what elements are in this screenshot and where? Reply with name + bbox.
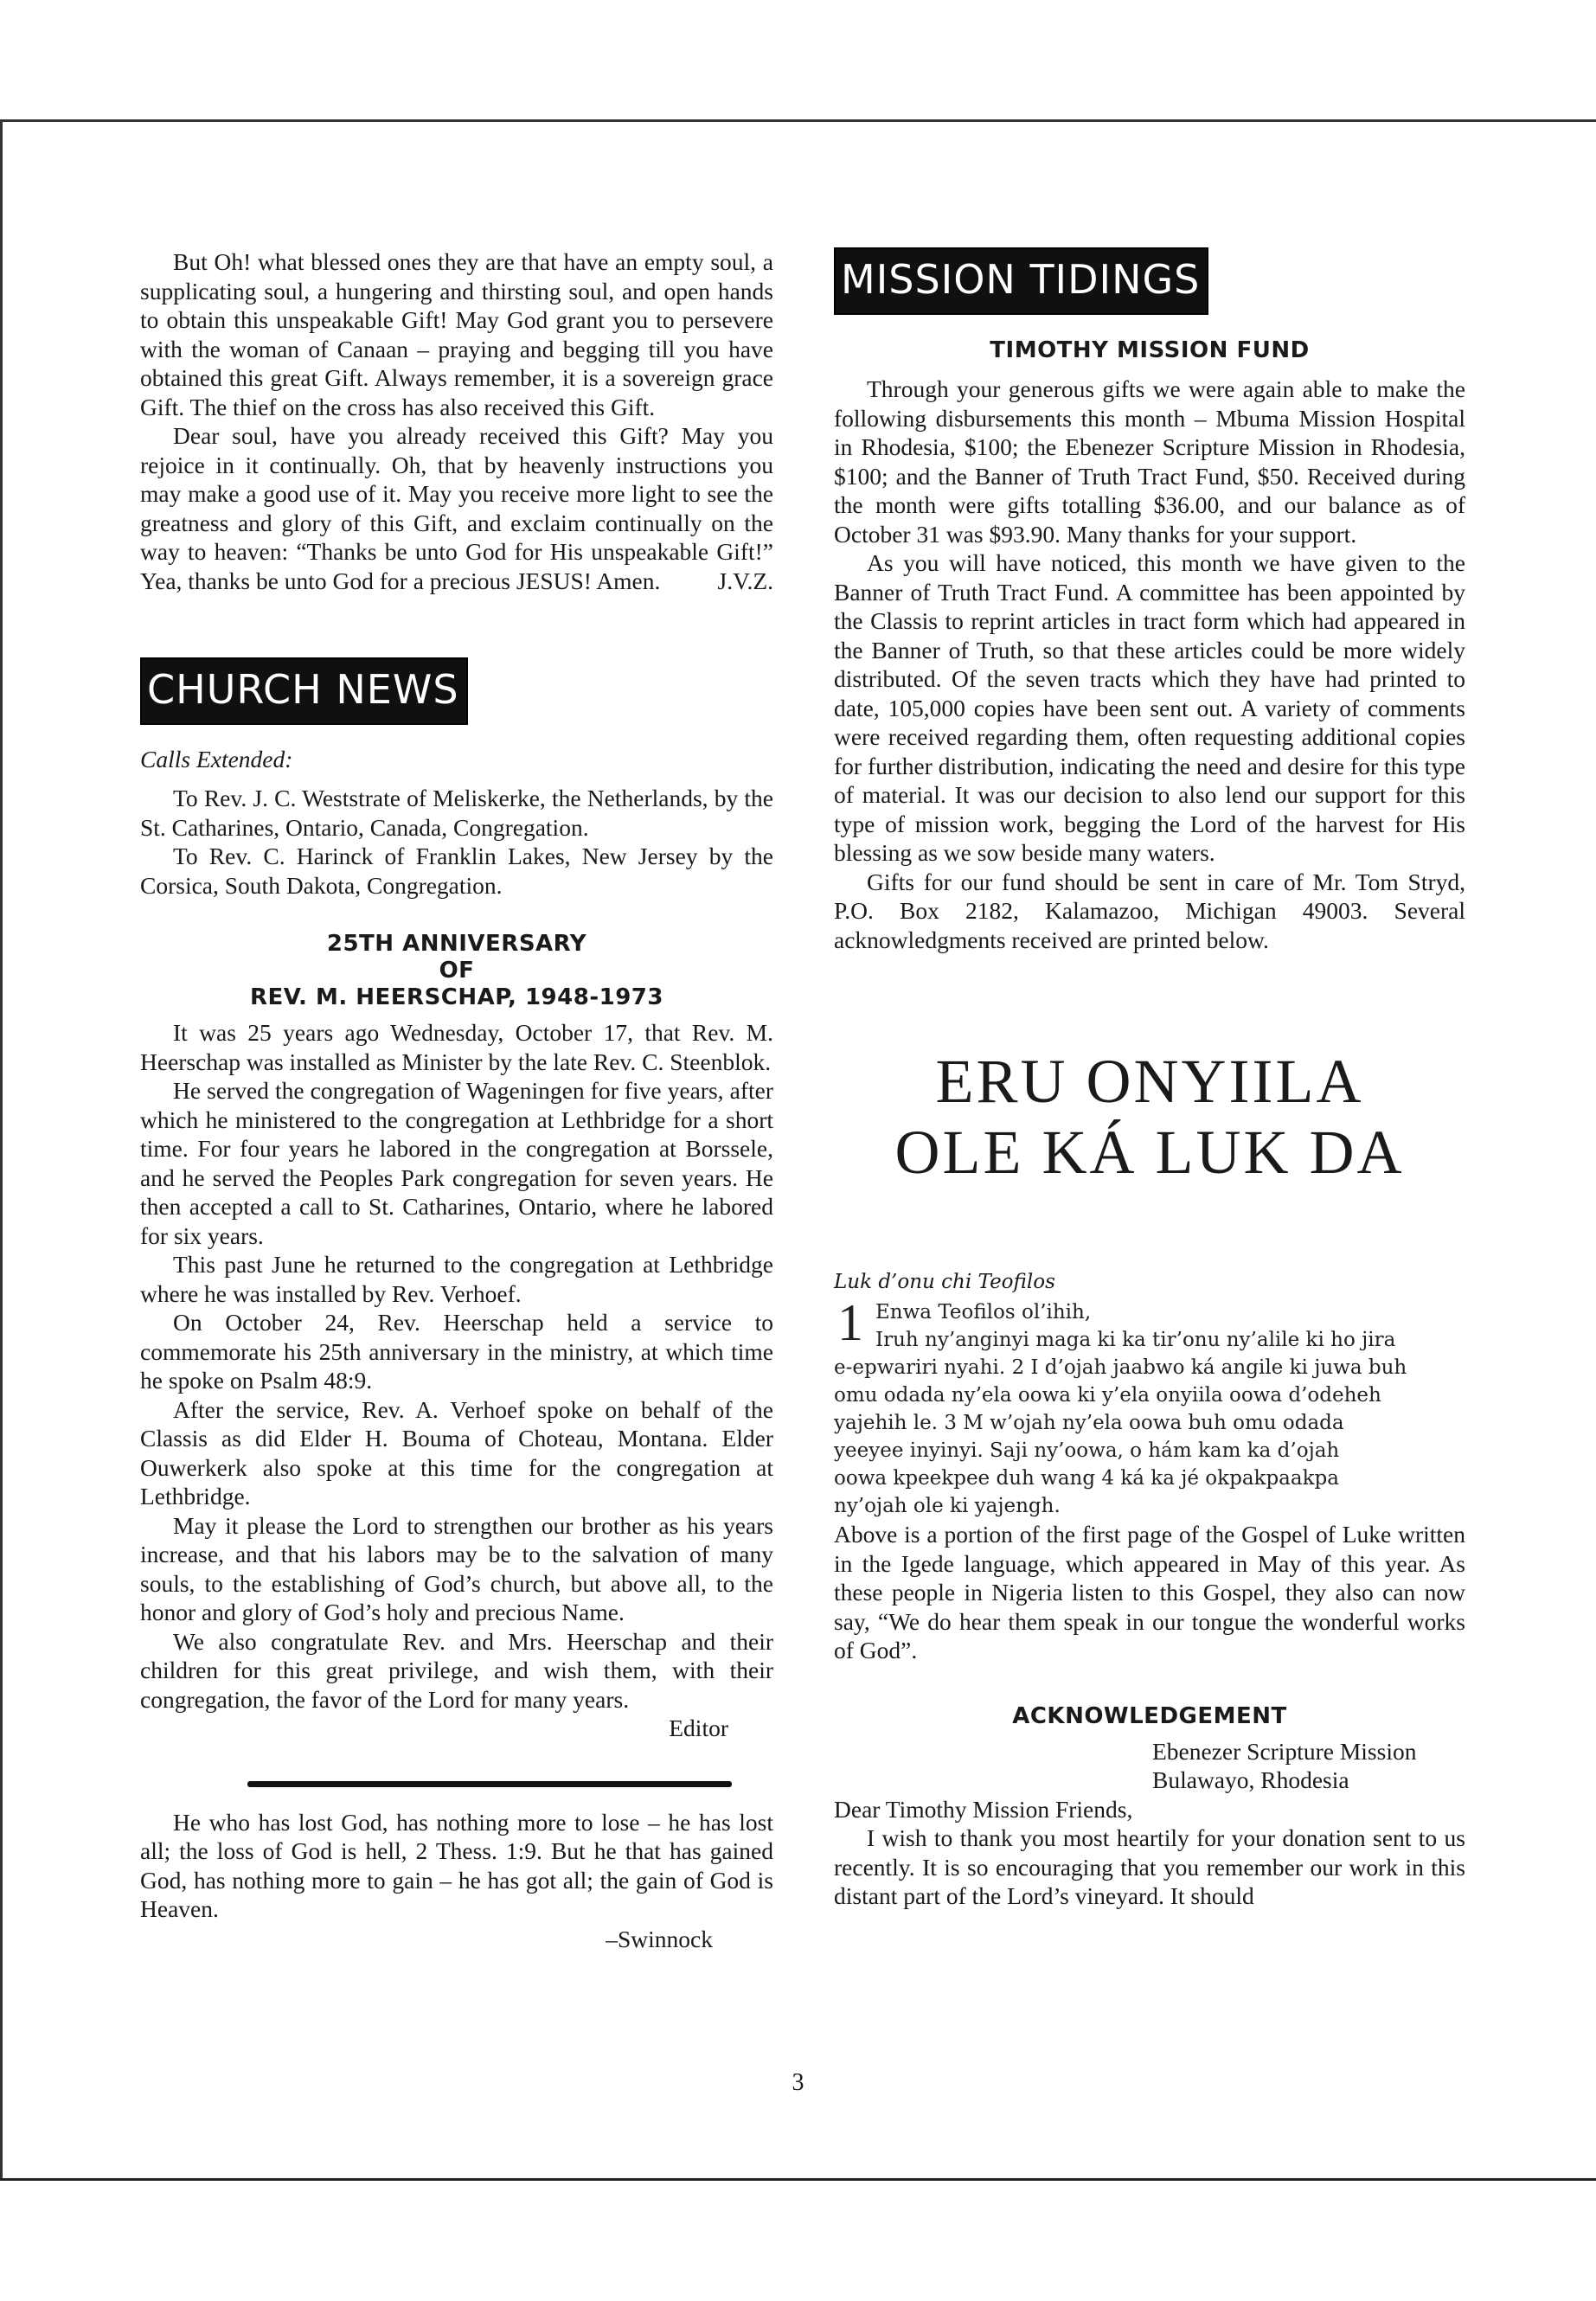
ack-address-line: Ebenezer Scripture Mission bbox=[1152, 1737, 1417, 1765]
anniversary-paragraph: May it please the Lord to strengthen our brother as his years increase, and that his labors may be to the salvation of many souls, to the establishing of God’s church, but above all, to the honor and glory of God’s holy and precious Name. bbox=[140, 1511, 773, 1625]
luke-heading: Luk d’onu chi Teofilos bbox=[834, 1271, 1055, 1293]
anniversary-paragraph: It was 25 years ago Wednesday, October 17, that Rev. M. Heerschap was installed as Minister by the late Rev. C. Steenblok. bbox=[140, 1019, 773, 1075]
call-item: To Rev. C. Harinck of Franklin Lakes, New Jersey by the Corsica, South Dakota, Congregation. bbox=[140, 843, 773, 899]
luke-line: omu odada ny’ela oowa ki y’ela onyiila oowa d’odeheh bbox=[834, 1384, 1381, 1407]
left-column bbox=[140, 247, 773, 1953]
luke-line: oowa kpeekpee duh wang 4 ká ka jé okpakpaakpa bbox=[834, 1467, 1339, 1490]
mission-tidings-banner: MISSION TIDINGS bbox=[834, 247, 1208, 315]
anniversary-heading-line: OF bbox=[439, 958, 475, 984]
divider-rule bbox=[247, 1781, 732, 1787]
anniversary-heading-line: REV. M. HEERSCHAP, 1948-1973 bbox=[249, 984, 663, 1010]
luke-line: ny’ojah ole ki yajengh. bbox=[834, 1495, 1061, 1517]
ack-salutation: Dear Timothy Mission Friends, bbox=[834, 1795, 1133, 1823]
intro-paragraph-2 bbox=[140, 421, 773, 595]
intro-paragraph-1: But Oh! what blessed ones they are that have an empty soul, a supplicating soul, a hungering and thirsting soul, and open hands to obtain this unspeakable Gift! May God grant you to persevere with the woman of Canaan – praying and begging till you have obtained this great Gift. Always remember, it is a sovereign grace Gift. The thief on the cross has also received this Gift. bbox=[140, 248, 773, 420]
chapter-number: 1 bbox=[837, 1294, 863, 1351]
top-border bbox=[0, 119, 1596, 122]
intro-paragraph-2-text: Dear soul, have you already received this Gift? May you rejoice in it continually. Oh, that by heavenly instructions you may make a good use of it. May you receive more light to see the greatness and glory of this Gift, and exclaim continually on the way to heaven: “Thanks be unto God for His unspeakable Gift!” Yea, thanks be unto God for a precious JESUS! Amen. bbox=[140, 422, 773, 594]
ack-body: I wish to thank you most heartily for your donation sent to us recently. It is so encouraging that you remember our work in this distant part of the Lord’s vineyard. It should bbox=[834, 1824, 1465, 1909]
anniversary-paragraph: He served the congregation of Wageningen for five years, after which he ministered to the congregation at Lethbridge for a short time. For four years he labored in the congregation at Borssele, and he served the Peoples Park congregation for seven years. He then accepted a call to St. Catharines, Ontario, where he labored for six years. bbox=[140, 1077, 773, 1249]
calls-extended-label: Calls Extended: bbox=[140, 746, 293, 772]
ack-address bbox=[834, 1737, 1465, 1795]
page-number: 3 bbox=[792, 2069, 804, 2096]
luke-line: yajehih le. 3 M w’ojah ny’ela oowa buh omu odada bbox=[834, 1412, 1344, 1434]
timothy-paragraph: Through your generous gifts we were again able to make the following disbursements this month – Mbuma Mission Hospital in Rhodesia, $100; the Ebenezer Scripture Mission in Rhodesia, $100; and the Banner of Truth Tract Fund, $50. Received during the month were gifts totalling $36.00, and our balance as of October 31 was $93.90. Many thanks for your support. bbox=[834, 375, 1465, 548]
timothy-fund-heading: TIMOTHY MISSION FUND bbox=[990, 337, 1310, 363]
ack-address-line: Bulawayo, Rhodesia bbox=[1152, 1766, 1349, 1793]
bottom-border bbox=[0, 2178, 1596, 2181]
anniversary-heading bbox=[140, 931, 773, 1011]
luke-line: Iruh ny’anginyi maga ki ka tir’onu ny’alile ki ho jira bbox=[875, 1329, 1396, 1351]
luke-explanation: Above is a portion of the first page of the Gospel of Luke written in the Igede language, which appeared in May of this year. As these people in Nigeria listen to this Gospel, they also can now say, “We do hear them speak in our tongue the wonderful works of God”. bbox=[834, 1521, 1465, 1663]
church-news-banner: CHURCH NEWS bbox=[140, 657, 468, 725]
timothy-paragraph: As you will have noticed, this month we have given to the Banner of Truth Tract Fund. A committee has been appointed by the Classis to reprint articles in tract form which had appeared in the Banner of Truth, so that these articles could be more widely distributed. Of the seven tracts which they have had printed to date, 105,000 copies have been sent out. A variety of comments were received regarding them, often requesting additional copies for further distribution, indicating the need and desire for this type of material. It was our decision to also lend our support for this type of mission work, begging the Lord of the harvest for His blessing as we sow beside many waters. bbox=[834, 549, 1465, 866]
intro-signature: J.V.Z. bbox=[717, 567, 773, 594]
timothy-paragraph: Gifts for our fund should be sent in care of Mr. Tom Stryd, P.O. Box 2182, Kalamazoo, Michigan 49003. Several acknowledgments received are printed below. bbox=[834, 868, 1465, 953]
igede-title bbox=[834, 1046, 1465, 1188]
luke-line: e-epwariri nyahi. 2 I d’ojah jaabwo ká angile ki juwa buh bbox=[834, 1356, 1407, 1379]
anniversary-paragraph: After the service, Rev. A. Verhoef spoke on behalf of the Classis as did Elder H. Bouma of Choteau, Montana. Elder Ouwerkerk also spoke at this time for the congregation at Lethbridge. bbox=[140, 1395, 773, 1509]
luke-excerpt bbox=[834, 1271, 1465, 1520]
luke-body bbox=[834, 1294, 1465, 1520]
acknowledgement-heading: ACKNOWLEDGEMENT bbox=[1012, 1702, 1287, 1729]
editor-signature: Editor bbox=[669, 1715, 728, 1741]
quote-text: He who has lost God, has nothing more to lose – he has lost all; the loss of God is hell, 2 Thess. 1:9. But he that has gained God, has nothing more to gain – he has got all; the gain of God is Heaven. bbox=[140, 1808, 773, 1922]
call-item: To Rev. J. C. Weststrate of Meliskerke, the Netherlands, by the St. Catharines, Ontario, Canada, Congregation. bbox=[140, 785, 773, 841]
anniversary-paragraph: On October 24, Rev. Heerschap held a service to commemorate his 25th anniversary in the ministry, at which time he spoke on Psalm 48:9. bbox=[140, 1309, 773, 1394]
luke-line: yeeyee inyinyi. Saji ny’oowa, o hám kam ka d’ojah bbox=[834, 1439, 1340, 1462]
right-column bbox=[834, 247, 1465, 1911]
igede-title-line: ERU ONYIILA bbox=[935, 1047, 1364, 1116]
left-border bbox=[0, 119, 3, 2180]
anniversary-paragraph: This past June he returned to the congregation at Lethbridge where he was installed by Rev. Verhoef. bbox=[140, 1251, 773, 1307]
anniversary-heading-line: 25TH ANNIVERSARY bbox=[326, 931, 587, 957]
luke-line: Enwa Teofilos ol’ihih, bbox=[875, 1301, 1092, 1324]
anniversary-paragraph: We also congratulate Rev. and Mrs. Heerschap and their children for this great privilege, and wish them, with their congregation, the favor of the Lord for many years. bbox=[140, 1627, 773, 1713]
igede-title-line: OLE KÁ LUK DA bbox=[894, 1118, 1405, 1187]
quote-author: –Swinnock bbox=[606, 1925, 713, 1952]
